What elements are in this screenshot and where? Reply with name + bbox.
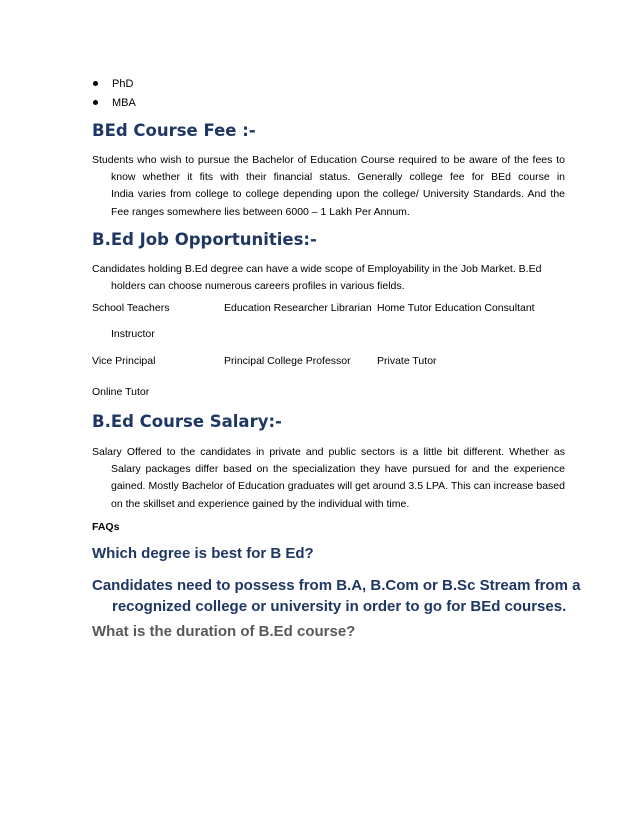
salary-paragraph: [92, 444, 565, 513]
jobs-paragraph: [92, 261, 565, 295]
career-cell: Home Tutor Education Consultant: [377, 302, 535, 314]
paragraph-line: India varies from college to college depending upon the college/ University Standards. And the: [111, 188, 565, 201]
paragraph-line: on the skillset and experience gained by the individual with time.: [111, 497, 410, 510]
career-cell: Online Tutor: [92, 386, 150, 398]
salary-heading: B.Ed Course Salary:-: [92, 412, 282, 431]
career-cell: Private Tutor: [377, 355, 437, 367]
career-cell: Principal College Professor: [224, 355, 351, 367]
paragraph-line: Candidates holding B.Ed degree can have a wide scope of Employability in the Job Market. B.Ed: [92, 263, 542, 275]
list-item: [90, 74, 136, 93]
paragraph-line: Salary packages differ based on the specialization they have pursued for and the experience: [111, 463, 565, 476]
paragraph-line: Students who wish to pursue the Bachelor of Education Course required to be aware of the fees to: [92, 154, 565, 166]
list-item-text: PhD: [112, 77, 134, 90]
bullet-icon: [93, 100, 98, 105]
fee-paragraph: [92, 152, 565, 221]
career-cell: Vice Principal: [92, 355, 156, 367]
fee-heading: BEd Course Fee :-: [92, 121, 256, 140]
faqs-label: FAQs: [92, 521, 120, 533]
degree-bullet-list: [90, 74, 136, 112]
paragraph-line: holders can choose numerous careers profiles in various fields.: [111, 280, 405, 293]
paragraph-line: Fee ranges somewhere lies between 6000 – 1 Lakh Per Annum.: [111, 205, 410, 218]
paragraph-line: Salary Offered to the candidates in private and public sectors is a little bit different. Whether as: [92, 446, 565, 458]
paragraph-line: know whether it fits with their financial status. Generally college fee for BEd course in: [111, 171, 565, 184]
jobs-heading: B.Ed Job Opportunities:-: [92, 230, 317, 249]
careers-row-3: [92, 386, 149, 398]
faq-question-1: Which degree is best for B Ed?: [92, 545, 314, 562]
list-item: [90, 93, 136, 112]
list-item-text: MBA: [112, 96, 136, 109]
answer-line: recognized college or university in order to go for BEd courses.: [112, 598, 567, 615]
career-cell: Education Researcher Librarian: [224, 302, 372, 314]
careers-row-1-continued: [111, 328, 155, 340]
answer-line: Candidates need to possess from B.A, B.Com or B.Sc Stream from a: [92, 577, 581, 594]
career-cell: Instructor: [111, 328, 155, 340]
paragraph-line: gained. Mostly Bachelor of Education graduates will get around 3.5 LPA. This can increase based: [111, 480, 565, 493]
career-cell: School Teachers: [92, 302, 170, 314]
faq-question-2: What is the duration of B.Ed course?: [92, 623, 356, 640]
bullet-icon: [93, 81, 98, 86]
faq-answer-1: [92, 575, 581, 617]
